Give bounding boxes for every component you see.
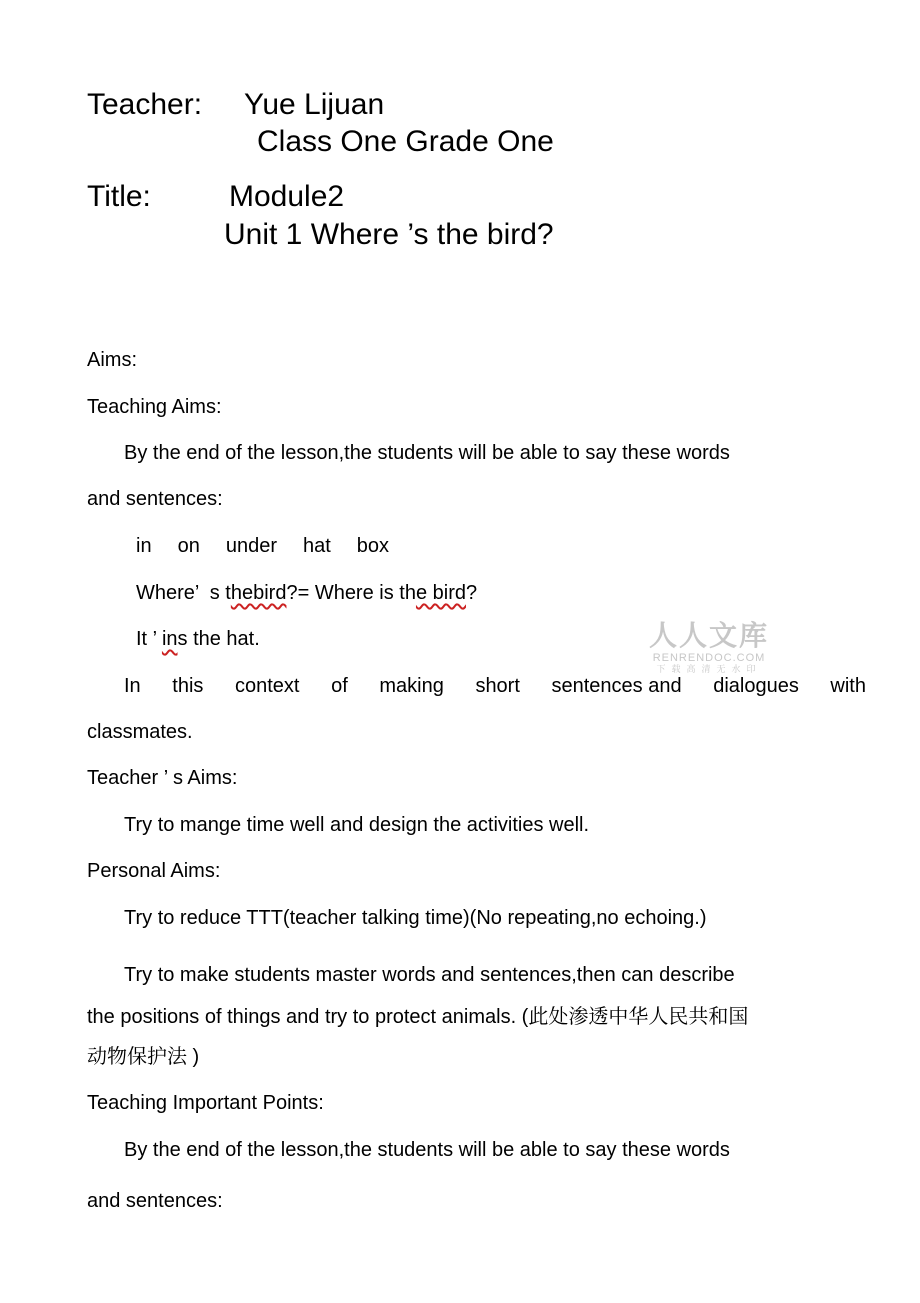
module-title: Module2 [229, 180, 345, 213]
important-points-line-1: By the end of the lesson,the students will be able to say these words [124, 1139, 730, 1161]
vocab-word: on [177, 535, 200, 557]
vocab-word: under [225, 535, 277, 557]
title-label: Title: [87, 180, 151, 213]
personal-aims-line-2: Try to make students master words and sentences,then can describe [124, 964, 735, 986]
teacher-label: Teacher: [87, 88, 203, 121]
spellcheck-mark: hebird [230, 582, 287, 604]
teaching-aims-heading: Teaching Aims: [87, 396, 222, 418]
personal-aims-line-1: Try to reduce TTT(teacher talking time)(No repeating,no echoing.) [124, 907, 707, 929]
vocab-word-list [136, 534, 389, 558]
aims-heading: Aims: [87, 349, 137, 371]
vocab-word: in [136, 535, 152, 557]
vocab-word: hat [302, 535, 331, 557]
unit-title: Unit 1 Where ’s the bird? [224, 218, 554, 251]
personal-aims-heading: Personal Aims: [87, 860, 221, 882]
teacher-aims-line: Try to mange time well and design the activities well. [124, 814, 590, 836]
sentence-where: Where’ s thebird?= Where is the bird? [136, 582, 478, 604]
important-points-line-2: and sentences: [87, 1190, 223, 1212]
watermark [646, 620, 772, 676]
important-points-heading: Teaching Important Points: [87, 1092, 324, 1114]
watermark-brand: 人人文库 [648, 619, 769, 652]
teacher-name: Yue Lijuan [244, 88, 385, 121]
class-name: Class One Grade One [257, 125, 554, 158]
sentence-in-hat: It ’ ins the hat. [136, 628, 260, 650]
teacher-aims-heading: Teacher ’ s Aims: [87, 767, 238, 789]
context-line: In this context of making short sentences and dialogues with [124, 675, 866, 697]
teaching-aims-line-1: By the end of the lesson,the students will be able to say these words [124, 442, 730, 464]
spellcheck-mark: e bird [415, 582, 466, 604]
watermark-url: RENRENDOC.COM [652, 652, 766, 664]
personal-aims-line-3: the positions of things and try to protect animals. (此处渗透中华人民共和国 [87, 1004, 749, 1028]
vocab-word: box [356, 535, 390, 557]
watermark-tagline: 下载高清无水印 [656, 665, 762, 675]
personal-aims-line-4: 动物保护法 ) [87, 1044, 200, 1068]
teaching-aims-line-2: and sentences: [87, 488, 223, 510]
context-line-2: classmates. [87, 721, 193, 743]
spellcheck-mark: in [161, 628, 178, 650]
